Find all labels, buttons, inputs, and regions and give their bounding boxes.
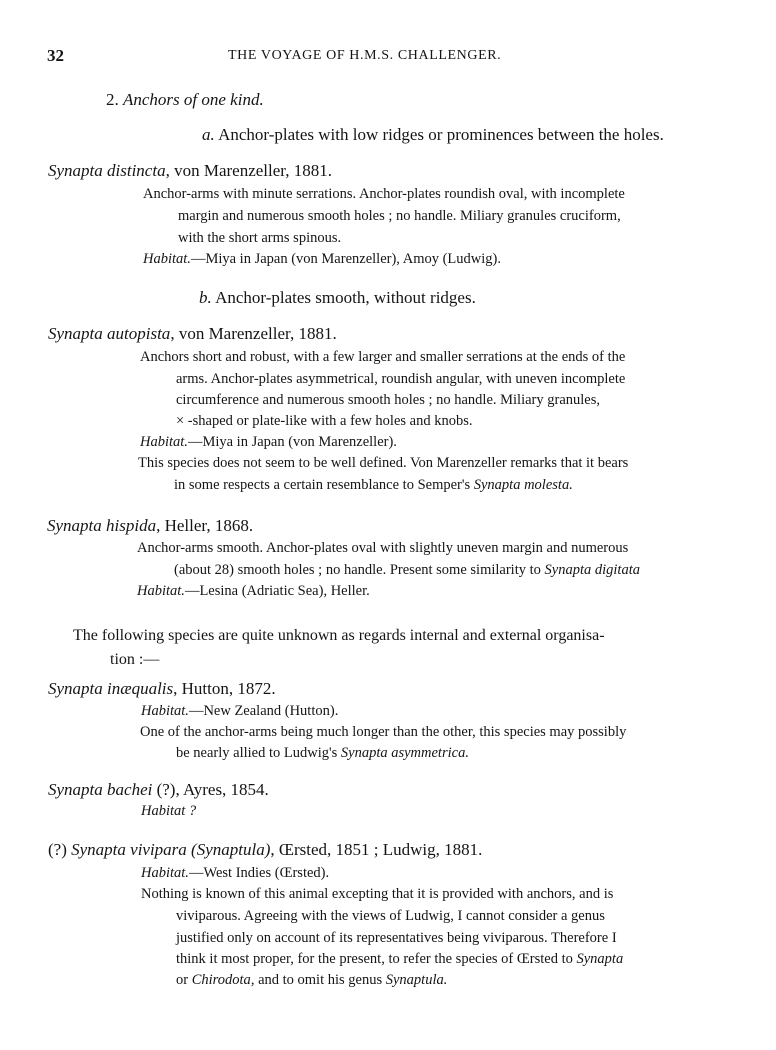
subsection-b-title: Anchor-plates smooth, without ridges. <box>215 288 476 307</box>
species-name: Synapta bachei <box>48 780 153 799</box>
subsection-a-title: Anchor-plates with low ridges or prominences between the holes. <box>218 125 664 144</box>
habitat-label: Habitat ? <box>141 803 197 819</box>
note-text: in some respects a certain resemblance to Semper's <box>174 477 474 493</box>
section-heading <box>106 90 264 110</box>
page-number: 32 <box>47 46 64 65</box>
description-line: margin and numerous smooth holes ; no handle. Miliary granules cruciform, <box>178 208 621 224</box>
note-genus: Synaptula. <box>385 972 448 988</box>
species-vivipara-heading <box>48 840 482 860</box>
description-line: Anchors short and robust, with a few larger and smaller serrations at the ends of the <box>140 349 626 365</box>
habitat-line <box>143 251 501 268</box>
description-line: Anchor-arms with minute serrations. Anchor-plates roundish oval, with incomplete <box>143 186 625 202</box>
habitat-label: Habitat. <box>141 865 189 881</box>
species-authority: , von Marenzeller, 1881. <box>165 161 333 180</box>
note-line: This species does not seem to be well defined. Von Marenzeller remarks that it bears <box>138 455 629 471</box>
species-authority: (?), Ayres, 1854. <box>152 780 269 799</box>
note-line <box>176 951 623 968</box>
habitat-text: —Miya in Japan (von Marenzeller). <box>187 434 397 450</box>
note-line: viviparous. Agreeing with the views of Ludwig, I cannot consider a genus <box>176 908 605 924</box>
species-name: Synapta vivipara (Synaptula) <box>71 840 271 859</box>
section-number: 2. <box>106 90 119 109</box>
species-authority: , Heller, 1868. <box>156 516 254 535</box>
note-line <box>176 745 469 762</box>
species-authority: , Hutton, 1872. <box>173 679 276 698</box>
habitat-label: Habitat. <box>141 703 189 719</box>
habitat-text: —West Indies (Œrsted). <box>188 865 330 881</box>
description-line: circumference and numerous smooth holes ; no handle. Miliary granules, <box>176 392 601 408</box>
description-text: (about 28) smooth holes ; no handle. Present some similarity to <box>174 562 545 578</box>
description-line: × -shaped or plate-like with a few holes and knobs. <box>176 413 473 429</box>
subsection-b-heading <box>199 288 476 308</box>
note-line <box>174 477 573 494</box>
habitat-label: Habitat. <box>137 583 185 599</box>
paragraph-line: The following species are quite unknown as regards internal and external organisa- <box>73 627 605 644</box>
note-text: think it most proper, for the present, to refer the species of Œrsted to <box>176 951 577 967</box>
habitat-line <box>141 703 338 720</box>
species-distincta-heading <box>48 161 332 181</box>
subsection-b-letter: b. <box>199 288 212 307</box>
note-line <box>176 972 447 989</box>
note-species: Synapta <box>576 951 624 967</box>
species-bachei-heading <box>48 780 269 800</box>
species-inaequalis-heading <box>48 679 276 699</box>
paragraph-line: tion :— <box>110 651 160 668</box>
habitat-text: —New Zealand (Hutton). <box>188 703 339 719</box>
habitat-label: Habitat. <box>143 251 191 267</box>
note-line: justified only on account of its representatives being viviparous. Therefore I <box>176 930 617 946</box>
habitat-line <box>141 803 196 820</box>
species-name: Synapta autopista <box>48 324 171 343</box>
habitat-label: Habitat. <box>140 434 188 450</box>
note-species: Synapta asymmetrica. <box>340 745 469 761</box>
subsection-a-letter: a. <box>202 125 215 144</box>
habitat-line <box>137 583 370 600</box>
description-line <box>174 562 640 579</box>
habitat-text: —Miya in Japan (von Marenzeller), Amoy (Ludwig). <box>190 251 501 267</box>
species-hispida-heading <box>47 516 253 536</box>
description-line: with the short arms spinous. <box>178 230 342 246</box>
note-line: One of the anchor-arms being much longer than the other, this species may possibly <box>140 724 627 740</box>
subsection-a-heading <box>202 125 664 145</box>
species-authority: , Œrsted, 1851 ; Ludwig, 1881. <box>270 840 483 859</box>
note-line: Nothing is known of this animal excepting that it is provided with anchors, and is <box>141 886 614 902</box>
note-text: , and to omit his genus <box>250 972 386 988</box>
note-genus: Chirodota <box>191 972 251 988</box>
habitat-text: —Lesina (Adriatic Sea), Heller. <box>184 583 370 599</box>
note-species: Synapta molesta. <box>473 477 573 493</box>
species-name: Synapta inæqualis <box>48 679 174 698</box>
species-name: Synapta hispida <box>47 516 157 535</box>
description-line: Anchor-arms smooth. Anchor-plates oval with slightly uneven margin and numerous <box>137 540 629 556</box>
note-text: be nearly allied to Ludwig's <box>176 745 341 761</box>
running-title: THE VOYAGE OF H.M.S. CHALLENGER. <box>228 48 502 63</box>
description-line: arms. Anchor-plates asymmetrical, roundish angular, with uneven incomplete <box>176 371 626 387</box>
description-species: Synapta digitata <box>544 562 640 578</box>
species-name: Synapta distincta <box>48 161 166 180</box>
habitat-line <box>140 434 397 451</box>
species-prefix: (?) <box>48 840 72 859</box>
note-text: or <box>176 972 192 988</box>
section-title: Anchors of one kind. <box>123 90 264 109</box>
species-authority: , von Marenzeller, 1881. <box>170 324 337 343</box>
habitat-line <box>141 865 329 882</box>
species-autopista-heading <box>48 324 337 344</box>
